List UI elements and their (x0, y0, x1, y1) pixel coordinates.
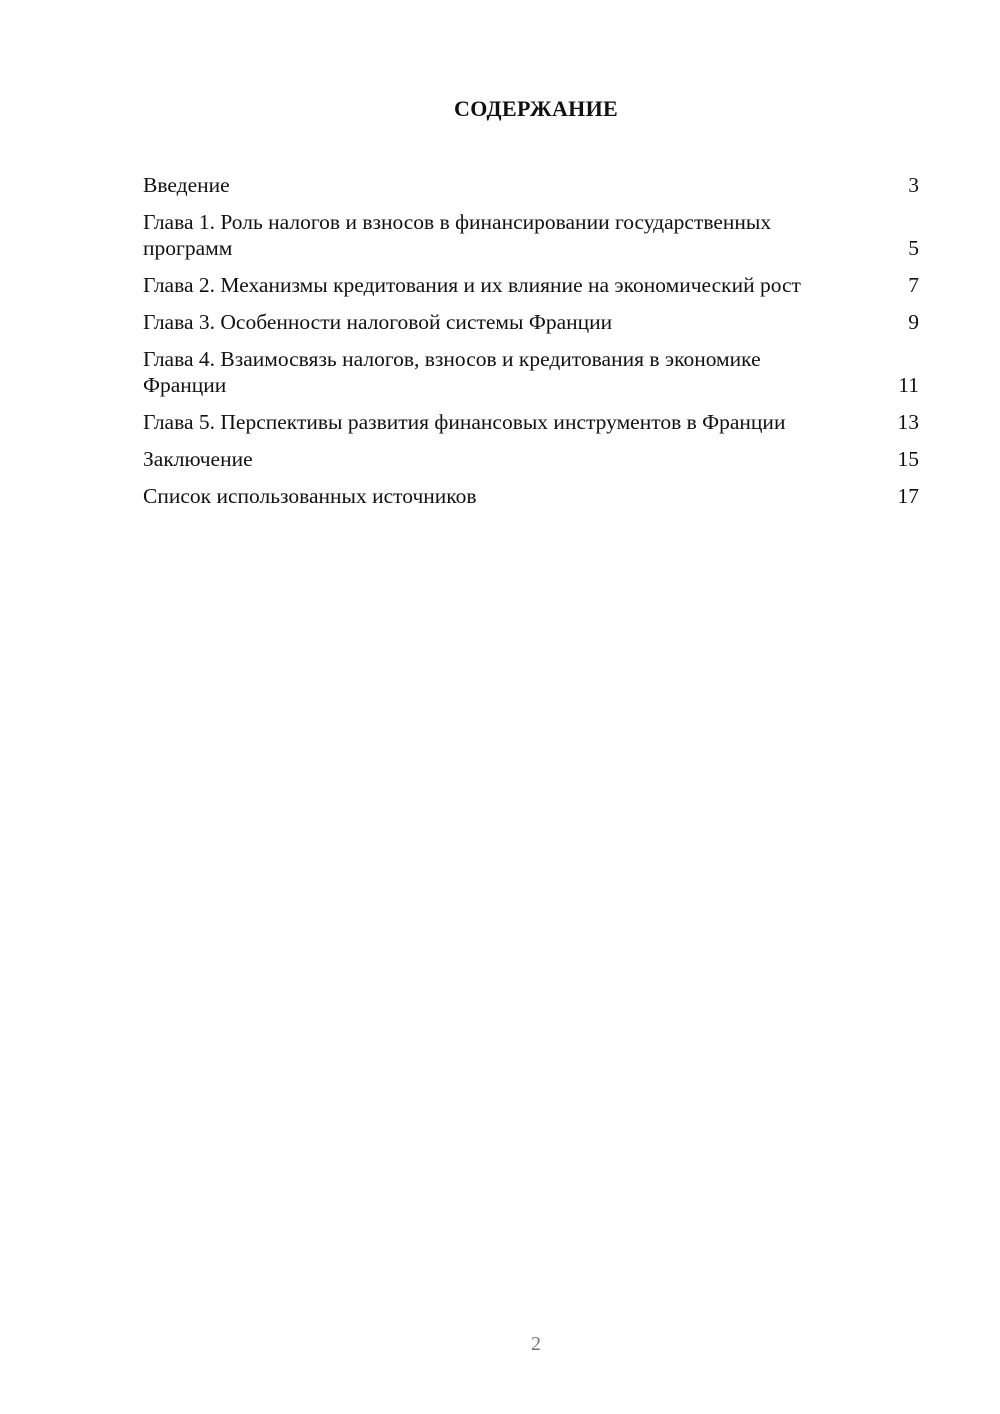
toc-entry-introduction (143, 172, 919, 198)
page-number: 2 (531, 1333, 541, 1355)
table-of-contents (143, 172, 919, 520)
toc-entry-page: 17 (897, 484, 919, 508)
toc-entry-page: 7 (908, 273, 919, 297)
toc-heading: СОДЕРЖАНИЕ (454, 96, 618, 121)
toc-entry-title: Введение (143, 173, 230, 197)
toc-entry-title: Заключение (143, 447, 253, 471)
toc-entry-chapter-4 (143, 346, 919, 398)
toc-entry-chapter-3 (143, 309, 919, 335)
toc-entry-conclusion (143, 446, 919, 472)
toc-entry-title: Глава 3. Особенности налоговой системы Франции (143, 310, 613, 334)
toc-entry-chapter-1 (143, 209, 919, 261)
toc-entry-page: 5 (908, 236, 919, 260)
toc-entry-title: Глава 1. Роль налогов и взносов в финансировании государственных программ (143, 210, 772, 260)
toc-entry-chapter-5 (143, 409, 919, 435)
toc-entry-page: 15 (897, 447, 919, 471)
toc-entry-page: 3 (908, 173, 919, 197)
toc-entry-chapter-2 (143, 272, 919, 298)
toc-entry-title: Глава 2. Механизмы кредитования и их влияние на экономический рост (143, 273, 801, 297)
toc-entry-title: Глава 4. Взаимосвязь налогов, взносов и кредитования в экономике Франции (143, 347, 761, 397)
toc-entry-page: 11 (898, 373, 919, 397)
toc-entry-page: 9 (908, 310, 919, 334)
toc-entry-references (143, 483, 919, 509)
toc-entry-page: 13 (897, 410, 919, 434)
toc-entry-title: Список использованных источников (143, 484, 477, 508)
toc-entry-title: Глава 5. Перспективы развития финансовых инструментов в Франции (143, 410, 786, 434)
